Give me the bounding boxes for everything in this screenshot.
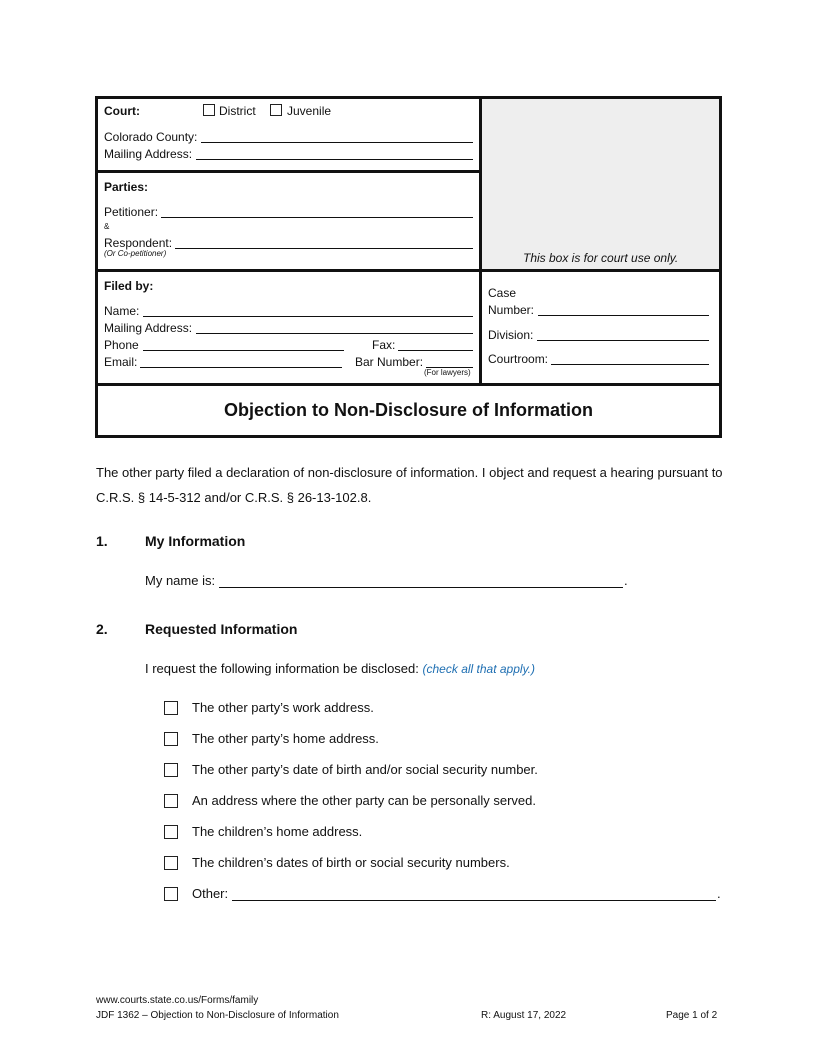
courtroom-field[interactable] bbox=[551, 364, 709, 365]
form-title: Objection to Non-Disclosure of Information bbox=[224, 400, 593, 420]
petitioner-field[interactable] bbox=[161, 217, 473, 218]
option-children-address-checkbox[interactable] bbox=[164, 825, 178, 839]
case-number-label: Number: bbox=[488, 303, 535, 317]
option-children-address-label: The children’s home address. bbox=[192, 824, 363, 839]
division-label: Division: bbox=[488, 328, 534, 342]
email-field[interactable] bbox=[140, 367, 342, 368]
phone-field[interactable] bbox=[143, 350, 344, 351]
filer-mailing-field[interactable] bbox=[196, 333, 473, 334]
petitioner-label: Petitioner: bbox=[104, 205, 159, 219]
footer-revision: R: August 17, 2022 bbox=[481, 1010, 567, 1021]
parties-label: Parties: bbox=[104, 180, 149, 194]
option-other-label: Other: bbox=[192, 886, 229, 901]
county-label: Colorado County: bbox=[104, 130, 198, 144]
juvenile-checkbox[interactable] bbox=[270, 104, 282, 116]
district-label: District bbox=[219, 104, 256, 118]
footer-page-number: Page 1 of 2 bbox=[666, 1010, 718, 1021]
footer-url: www.courts.state.co.us/Forms/family bbox=[96, 995, 259, 1006]
respondent-label: Respondent: bbox=[104, 236, 173, 250]
my-name-period: . bbox=[624, 573, 628, 588]
name-label: Name: bbox=[104, 304, 140, 318]
case-number-field[interactable] bbox=[538, 315, 709, 316]
section-2-title: Requested Information bbox=[145, 621, 298, 637]
my-name-label: My name is: bbox=[145, 573, 216, 588]
division-field[interactable] bbox=[537, 340, 709, 341]
intro-paragraph: The other party filed a declaration of non-disclosure of information. I object and request a hearing pursuant to C.R.S. § 14-5-312 and/or C.R.S. § 26-13-102.8. bbox=[96, 465, 723, 505]
option-home-address-label: The other party’s home address. bbox=[192, 731, 379, 746]
name-field[interactable] bbox=[143, 316, 473, 317]
bar-number-label: Bar Number: bbox=[355, 355, 424, 369]
option-home-address-checkbox[interactable] bbox=[164, 732, 178, 746]
juvenile-label: Juvenile bbox=[287, 104, 332, 118]
option-other-checkbox[interactable] bbox=[164, 887, 178, 901]
respondent-field[interactable] bbox=[175, 248, 473, 249]
court-use-box bbox=[482, 99, 719, 270]
option-children-dob-label: The children’s dates of birth or social security numbers. bbox=[192, 855, 510, 870]
ampersand: & bbox=[104, 222, 110, 231]
court-mailing-label: Mailing Address: bbox=[104, 147, 193, 161]
filer-mailing-label: Mailing Address: bbox=[104, 321, 193, 335]
courtroom-label: Courtroom: bbox=[488, 352, 549, 366]
court-use-text: This box is for court use only. bbox=[523, 251, 679, 265]
option-other-field[interactable] bbox=[232, 900, 716, 901]
check-all-hint: (check all that apply.) bbox=[422, 662, 536, 676]
footer-form-id: JDF 1362 – Objection to Non-Disclosure of Information bbox=[96, 1010, 339, 1021]
option-service-address-label: An address where the other party can be personally served. bbox=[192, 793, 536, 808]
section-1-number: 1. bbox=[96, 533, 108, 549]
case-label: Case bbox=[488, 286, 517, 300]
district-checkbox[interactable] bbox=[203, 104, 215, 116]
option-service-address-checkbox[interactable] bbox=[164, 794, 178, 808]
request-lead-text: I request the following information be disclosed: bbox=[145, 661, 419, 676]
request-lead bbox=[145, 661, 535, 677]
my-name-field[interactable] bbox=[219, 587, 623, 588]
respondent-note: (Or Co-petitioner) bbox=[104, 249, 167, 258]
email-label: Email: bbox=[104, 355, 138, 369]
option-children-dob-checkbox[interactable] bbox=[164, 856, 178, 870]
section-1-title: My Information bbox=[145, 533, 246, 549]
county-field[interactable] bbox=[201, 142, 473, 143]
phone-label: Phone bbox=[104, 338, 139, 352]
option-work-address-checkbox[interactable] bbox=[164, 701, 178, 715]
option-other-period: . bbox=[717, 886, 721, 901]
fax-label: Fax: bbox=[372, 338, 396, 352]
court-mailing-field[interactable] bbox=[196, 159, 473, 160]
fax-field[interactable] bbox=[398, 350, 473, 351]
option-dob-ssn-checkbox[interactable] bbox=[164, 763, 178, 777]
filed-by-label: Filed by: bbox=[104, 279, 154, 293]
option-work-address-label: The other party’s work address. bbox=[192, 700, 374, 715]
option-dob-ssn-label: The other party’s date of birth and/or social security number. bbox=[192, 762, 538, 777]
bar-note: (For lawyers) bbox=[424, 368, 471, 377]
court-label: Court: bbox=[104, 104, 140, 118]
section-2-number: 2. bbox=[96, 621, 108, 637]
